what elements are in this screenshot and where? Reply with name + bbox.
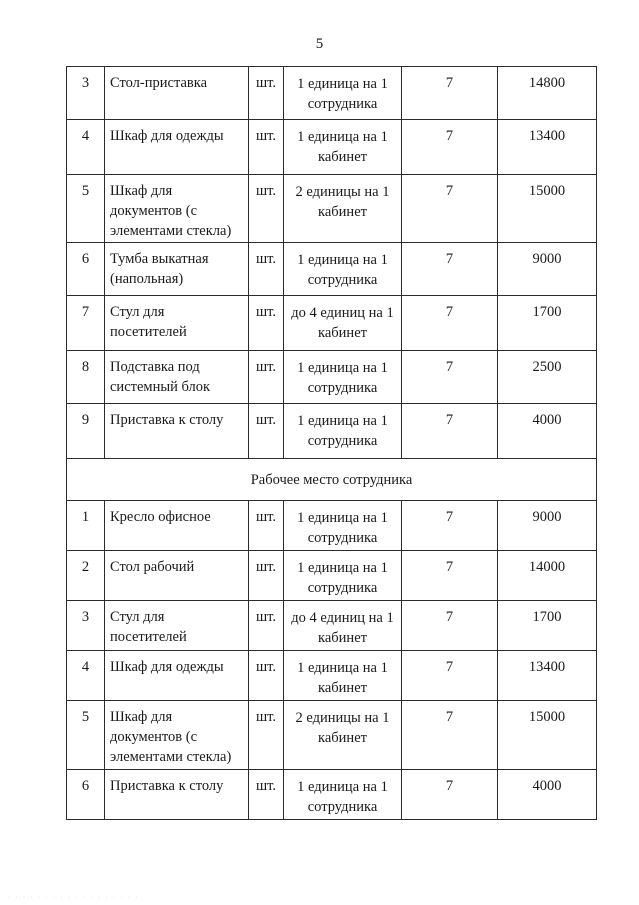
table-row — [67, 120, 597, 175]
item-name: Шкаф для документов (с элементами стекла) — [105, 701, 249, 770]
item-price: 13400 — [498, 120, 597, 175]
item-norm: 1 единица на 1 сотрудника — [284, 67, 402, 120]
item-price: 14000 — [498, 551, 597, 601]
item-unit: шт. — [249, 351, 284, 404]
table-row — [67, 701, 597, 770]
item-unit: шт. — [249, 175, 284, 243]
table-row — [67, 175, 597, 243]
item-unit: шт. — [249, 404, 284, 459]
item-number: 6 — [67, 243, 105, 296]
item-number: 9 — [67, 404, 105, 459]
item-name: Шкаф для одежды — [105, 120, 249, 175]
table-row — [67, 651, 597, 701]
item-unit: шт. — [249, 67, 284, 120]
item-price: 2500 — [498, 351, 597, 404]
item-number: 5 — [67, 175, 105, 243]
item-name: Шкаф для документов (с элементами стекла) — [105, 175, 249, 243]
item-norm: 2 единицы на 1 кабинет — [284, 175, 402, 243]
item-unit: шт. — [249, 651, 284, 701]
item-unit: шт. — [249, 296, 284, 351]
item-name: Шкаф для одежды — [105, 651, 249, 701]
item-price: 1700 — [498, 296, 597, 351]
furniture-norms-table — [66, 66, 597, 820]
page-number: 5 — [315, 36, 324, 52]
item-service-years: 7 — [402, 551, 498, 601]
item-price: 1700 — [498, 601, 597, 651]
item-norm: до 4 единиц на 1 кабинет — [284, 296, 402, 351]
item-name: Приставка к столу — [105, 770, 249, 820]
item-name: Стул для посетителей — [105, 601, 249, 651]
item-name: Подставка под системный блок — [105, 351, 249, 404]
table-row — [67, 601, 597, 651]
table-row — [67, 351, 597, 404]
item-number: 5 — [67, 701, 105, 770]
item-number: 2 — [67, 551, 105, 601]
item-service-years: 7 — [402, 351, 498, 404]
table-row — [67, 501, 597, 551]
item-norm: 1 единица на 1 сотрудника — [284, 551, 402, 601]
item-name: Тумба выкатная (напольная) — [105, 243, 249, 296]
item-norm: 1 единица на 1 сотрудника — [284, 501, 402, 551]
item-norm: до 4 единиц на 1 кабинет — [284, 601, 402, 651]
table-row — [67, 243, 597, 296]
table-row — [67, 67, 597, 120]
item-price: 15000 — [498, 701, 597, 770]
table-row — [67, 551, 597, 601]
item-unit: шт. — [249, 770, 284, 820]
section-row — [67, 459, 597, 501]
table-row — [67, 404, 597, 459]
item-number: 4 — [67, 120, 105, 175]
item-norm: 1 единица на 1 сотрудника — [284, 404, 402, 459]
item-service-years: 7 — [402, 770, 498, 820]
item-name: Стул для посетителей — [105, 296, 249, 351]
item-price: 4000 — [498, 404, 597, 459]
item-price: 13400 — [498, 651, 597, 701]
table-row — [67, 770, 597, 820]
item-price: 9000 — [498, 501, 597, 551]
item-price: 14800 — [498, 67, 597, 120]
item-unit: шт. — [249, 243, 284, 296]
item-norm: 2 единицы на 1 кабинет — [284, 701, 402, 770]
scan-artifact: · · · · · · · · · · · · · · · · · · — [8, 895, 140, 901]
item-price: 4000 — [498, 770, 597, 820]
item-service-years: 7 — [402, 120, 498, 175]
item-number: 6 — [67, 770, 105, 820]
item-service-years: 7 — [402, 404, 498, 459]
item-service-years: 7 — [402, 296, 498, 351]
item-unit: шт. — [249, 120, 284, 175]
item-name: Стол рабочий — [105, 551, 249, 601]
item-name: Приставка к столу — [105, 404, 249, 459]
item-number: 3 — [67, 67, 105, 120]
item-number: 1 — [67, 501, 105, 551]
item-name: Кресло офисное — [105, 501, 249, 551]
item-norm: 1 единица на 1 сотрудника — [284, 351, 402, 404]
item-price: 15000 — [498, 175, 597, 243]
item-service-years: 7 — [402, 501, 498, 551]
item-unit: шт. — [249, 701, 284, 770]
item-service-years: 7 — [402, 651, 498, 701]
item-number: 8 — [67, 351, 105, 404]
item-service-years: 7 — [402, 67, 498, 120]
item-norm: 1 единица на 1 сотрудника — [284, 770, 402, 820]
item-service-years: 7 — [402, 175, 498, 243]
item-service-years: 7 — [402, 243, 498, 296]
section-title: Рабочее место сотрудника — [67, 459, 597, 501]
item-unit: шт. — [249, 551, 284, 601]
item-number: 3 — [67, 601, 105, 651]
item-norm: 1 единица на 1 сотрудника — [284, 243, 402, 296]
item-unit: шт. — [249, 601, 284, 651]
table-row — [67, 296, 597, 351]
item-unit: шт. — [249, 501, 284, 551]
item-number: 7 — [67, 296, 105, 351]
item-service-years: 7 — [402, 601, 498, 651]
item-norm: 1 единица на 1 кабинет — [284, 120, 402, 175]
item-norm: 1 единица на 1 кабинет — [284, 651, 402, 701]
item-name: Стол-приставка — [105, 67, 249, 120]
item-service-years: 7 — [402, 701, 498, 770]
item-number: 4 — [67, 651, 105, 701]
item-price: 9000 — [498, 243, 597, 296]
